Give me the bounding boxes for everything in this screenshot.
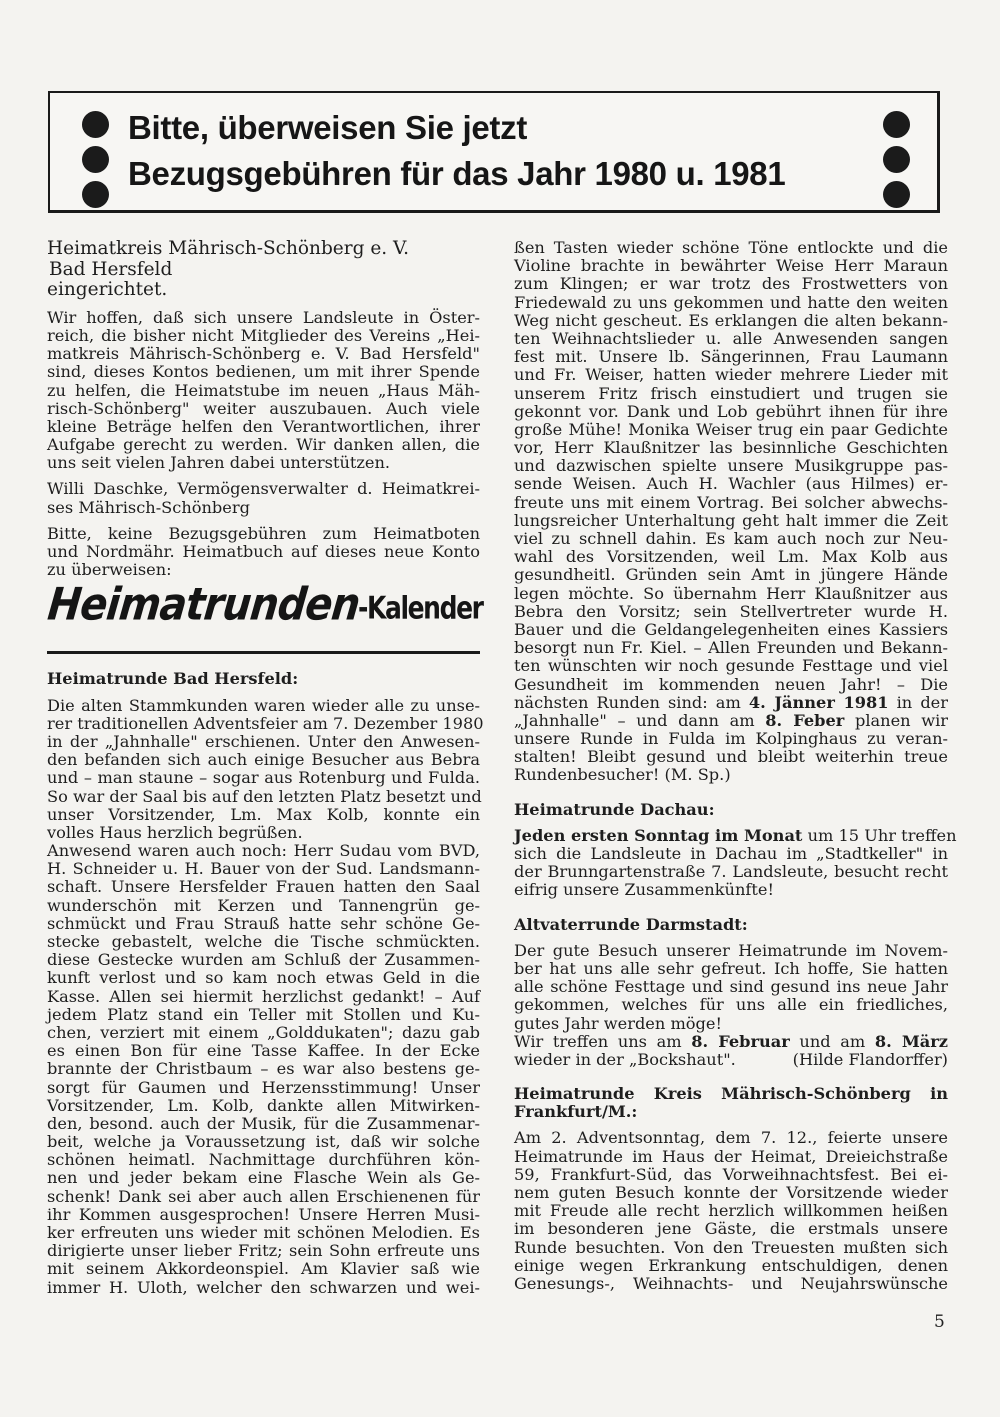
bullet-dot-icon	[82, 146, 109, 173]
darmstadt-author: (Hilde Flandorffer)	[792, 1049, 948, 1069]
calendar-section-title	[45, 579, 483, 647]
text-line: ten Weihnachtslieder u. alle Anwesenden sangen	[514, 328, 948, 348]
text-line: Genesungs-, Weihnachts- und Neujahrswünsche	[514, 1273, 948, 1293]
text-line: risch-Schönberg" weiter auszubauen. Auch viele	[47, 398, 480, 418]
text-line: Willi Daschke, Vermögensverwalter d. Heimatkrei-	[47, 479, 480, 499]
page-number: 5	[934, 1312, 945, 1332]
bullet-column-left	[82, 111, 110, 216]
text-line: Bitte, keine Bezugsgebühren zum Heimatboten	[47, 523, 480, 543]
text-line: ses Mährisch-Schönberg	[47, 497, 250, 517]
text-line: zu helfen, die Heimatstube im neuen „Haus Mäh-	[47, 380, 480, 400]
calendar-title-suffix: -Kalender	[358, 590, 483, 627]
text-line: nem guten Besuch konnte der Vorsitzende wieder	[514, 1183, 948, 1202]
text-line: ßen Tasten wieder schöne Töne entlockte und die	[514, 238, 948, 257]
text-line: Bebra den Vorsitz; sein Stellvertreter wurde H.	[514, 601, 948, 621]
section-heading-darmstadt: Altvaterrunde Darmstadt:	[514, 914, 748, 934]
text-line: gesundheitl. Gründen sein Amt in jüngere Hände	[514, 565, 948, 585]
donation-appeal-paragraph	[47, 309, 480, 473]
text-line: vor, Herr Klaußnitzer las besinnliche Geschichten	[514, 438, 948, 458]
text-line: beit, welche ja Voraussetzung ist, daß wir solche	[47, 1132, 480, 1152]
text-line: mit Freude alle recht herzlich willkommen heißen	[514, 1201, 948, 1221]
bullet-column-right	[883, 111, 911, 216]
text-line: ten wünschten wir noch gesunde Festtage und viel	[514, 656, 948, 676]
banner-line-2: Bezugsgebühren für das Jahr 1980 u. 1981	[128, 155, 786, 192]
text-line: 59, Frankfurt-Süd, das Vorweihnachtsfest. Bei ei-	[514, 1164, 948, 1184]
bullet-dot-icon	[82, 111, 109, 138]
text-line: matkreis Mährisch-Schönberg e. V. Bad Hersfeld"	[47, 344, 480, 364]
text-line: reich, die bisher nicht Mitglieder des Vereins „Hei-	[47, 325, 480, 345]
text-line: H. Schneider u. H. Bauer von der Sud. Landsmann-	[47, 859, 480, 879]
text-line: große Mühe! Monika Weiser trug ein paar Gedichte	[514, 419, 948, 439]
right-column	[514, 238, 957, 1293]
text-line: Violine brachte in bewährter Weise Herr Maraun	[514, 256, 948, 276]
dachau-text	[514, 845, 948, 900]
section-heading-bad-hersfeld: Heimatrunde Bad Hersfeld:	[47, 669, 299, 689]
text-line: diese Gestecke wurden am Schluß der Zusammen-	[47, 950, 480, 970]
text-line: Der gute Besuch unserer Heimatrunde im Novem-	[514, 940, 948, 960]
text-line: in der „Jahnhalle" erschienen. Unter den Anwesen-	[47, 731, 480, 751]
section-heading-frankfurt-line2: Frankfurt/M.:	[514, 1102, 638, 1122]
text-line: nen und jeder bekam eine Flasche Wein als Ge-	[47, 1168, 480, 1188]
text-line: der Brunngartenstraße 7. Landsleute, besucht recht	[514, 862, 948, 882]
text-line: Aufgabe gerecht zu werden. Wir danken allen, die	[47, 435, 480, 455]
next-dates-line: „Jahnhalle" – und dann am 8. Feber planen wir	[514, 710, 949, 730]
text-line: alle schöne Festtage und sind gesund ins neue Jahr	[514, 977, 948, 997]
text-line: brannte der Christbaum – es war also bestens ge-	[47, 1059, 480, 1079]
text-line: unser Vorsitzender, Lm. Max Kolb, konnte ein	[47, 804, 480, 824]
text-line: zum Klingen; er war trotz des Frostwetters von	[514, 274, 948, 294]
text-line: schmückt und Frau Strauß hatte sehr schöne Ge-	[47, 913, 480, 933]
text-line: lungsreicher Unterhaltung geht halt immer die Zeit	[514, 510, 948, 530]
signature-paragraph	[47, 480, 480, 516]
text-line: sich die Landsleute in Dachau im „Stadtkeller" in	[514, 844, 948, 863]
text-line: und – man staune – sogar aus Rotenburg und Fulda.	[47, 768, 480, 788]
text-line: einige wegen Erkrankung entschuldigen, denen	[514, 1255, 948, 1275]
dachau-first-line: Jeden ersten Sonntag im Monat um 15 Uhr treffen	[514, 825, 957, 845]
text-line: zu überweisen:	[47, 560, 172, 580]
text-line: wunderschön mit Kerzen und Tannengrün ge-	[47, 895, 480, 915]
bullet-dot-icon	[883, 146, 910, 173]
text-line: schaft. Unsere Hersfelder Frauen hatten den Saal	[47, 877, 480, 897]
darmstadt-meet-line: Wir treffen uns am 8. Februar und am 8. März	[514, 1031, 948, 1051]
date-jaenner: 4. Jänner 1981	[748, 692, 889, 712]
date-februar: 8. Februar	[691, 1031, 790, 1051]
bullet-dot-icon	[82, 181, 109, 208]
text-line: Rundenbesucher! (M. Sp.)	[514, 765, 731, 785]
text-line: sende Weisen. Auch H. Wachler (aus Hilmes) er-	[514, 474, 948, 494]
text-line: ker erfreuten uns wieder mit schönen Melodien. Es	[47, 1223, 480, 1243]
text-line: gekommen, welches für uns alle ein friedliches,	[514, 995, 948, 1015]
text-line: ber hat uns alle sehr gefreut. Ich hoffe, Sie hatten	[514, 958, 948, 978]
bad-hersfeld-report	[47, 695, 484, 1297]
text-line: besorgt nun Fr. Kiel. – Allen Freunden und Bekann-	[514, 638, 948, 658]
text-line: Wir hoffen, daß sich unsere Landsleute in Öster-	[47, 307, 480, 327]
account-holder-address	[47, 239, 480, 301]
text-line: stecke gebastelt, welche die Tische schmückten.	[47, 932, 480, 952]
text-line: eifrig unsere Zusammenkünfte!	[514, 880, 774, 900]
text-line: Heimatrunde im Haus der Heimat, Dreieichstraße	[514, 1146, 948, 1166]
date-maerz: 8. März	[874, 1031, 948, 1051]
text-line: sorgt für Gaumen und Herzensstimmung! Unser	[47, 1077, 480, 1097]
text-line: den, besond. auch der Musik, für die Zusammenar-	[47, 1113, 480, 1133]
left-column	[45, 238, 484, 1297]
bullet-dot-icon	[883, 111, 910, 138]
text-line: Runde besuchten. Von den Treuesten mußten sich	[514, 1237, 948, 1257]
text-line: kleine Beträge helfen den Verantwortlichen, ihrer	[47, 416, 480, 436]
darmstadt-text	[514, 942, 948, 1033]
address-line: Bad Hersfeld	[49, 258, 173, 280]
text-line: legen möchte. So übernahm Herr Klaußnitzer aus	[514, 583, 948, 603]
address-line: Heimatkreis Mährisch-Schönberg e. V.	[47, 238, 410, 259]
text-line: gutes Jahr werden möge!	[514, 1013, 723, 1033]
banner-line-1: Bitte, überweisen Sie jetzt	[128, 109, 528, 146]
text-line: immer H. Uloth, welcher den schwarzen und wei-	[47, 1277, 480, 1297]
text-line: schenk! Dank sei aber auch allen Erschienenen für	[47, 1186, 480, 1206]
text-line: unsere Runde in Fulda im Kolpinghaus zu veran-	[514, 729, 948, 749]
text-line: Anwesend waren auch noch: Herr Sudau vom BVD,	[47, 841, 480, 861]
text-line: kunft verlost und so kam noch etwas Geld in die	[47, 968, 480, 988]
text-line: volles Haus herzlich begrüßen.	[47, 822, 303, 842]
text-line: viel zu schnell dahin. Es kam auch noch zur Neu-	[514, 529, 948, 548]
payment-reminder-box	[48, 91, 940, 213]
text-line: So war der Saal bis auf den letzten Platz besetzt und	[47, 786, 482, 806]
next-dates-line: nächsten Runden sind: am 4. Jänner 1981 in der	[514, 692, 948, 712]
bad-hersfeld-closing	[514, 730, 948, 785]
text-line: stalten! Bleibt gesund und bleibt weiterhin treue	[514, 747, 948, 767]
text-line: Weg nicht gescheut. Es erklangen die alten bekann-	[514, 310, 948, 330]
text-line: im besonderen jene Gäste, die erstmals unsere	[514, 1219, 948, 1239]
address-line: eingerichtet.	[47, 279, 168, 301]
text-line: Bauer und die Geldangelegenheiten eines Kassiers	[514, 619, 948, 639]
text-line: Friedewald zu uns gekommen und hatte den weiten	[514, 292, 948, 312]
text-line: chen, verziert mit einem „Golddukaten"; dazu gab	[47, 1022, 480, 1042]
text-line: unserem Fritz frisch einstudiert und trugen sie	[514, 383, 948, 403]
text-line: wahl des Vorsitzenden, weil Lm. Max Kolb aus	[514, 547, 948, 567]
text-line: freute uns mit einem Vortrag. Bei solcher abwechs-	[514, 492, 948, 512]
text-line: Die alten Stammkunden waren wieder alle zu unse-	[47, 695, 480, 715]
text-line: Am 2. Adventsonntag, dem 7. 12., feierte unsere	[514, 1128, 948, 1148]
section-heading-dachau: Heimatrunde Dachau:	[514, 799, 715, 819]
text-line: jedem Platz stand ein Teller mit Stollen und Ku-	[47, 1004, 480, 1024]
bullet-dot-icon	[883, 181, 910, 208]
payment-notice-paragraph	[47, 525, 480, 580]
text-line: den befanden sich auch einige Besucher aus Bebra	[47, 750, 480, 770]
bad-hersfeld-report-continued	[514, 239, 948, 694]
text-line: es einen Bon für eine Tasse Kaffee. In der Ecke	[47, 1041, 480, 1061]
text-line: dirigierte unser lieber Fritz; sein Sohn erfreute uns	[47, 1241, 480, 1261]
calendar-title-script: Heimatrunden	[45, 579, 362, 632]
text-line: rer traditionellen Adventsfeier am 7. Dezember 1980	[47, 713, 484, 733]
text-line: und Fr. Weiser, hatten wieder mehrere Lieder mit	[514, 365, 948, 385]
text-line: und dazwischen spielte unsere Musikgruppe pas-	[514, 456, 948, 476]
text-line: mit seinem Akkordeonspiel. Am Klavier saß wie	[47, 1259, 480, 1279]
text-line: und Nordmähr. Heimatbuch auf dieses neue Konto	[47, 542, 480, 562]
text-line: Vorsitzender, Lm. Kolb, dankte allen Mitwirken-	[47, 1095, 480, 1115]
text-line: schönen heimatl. Nachmittage durchführen kön-	[47, 1150, 480, 1170]
text-line: ihr Kommen ausgesprochen! Unsere Herren Musi-	[47, 1204, 480, 1224]
text-line: Gesundheit im kommenden neuen Jahr! – Die	[514, 674, 948, 694]
date-feber: 8. Feber	[765, 710, 845, 730]
text-line: fest mit. Unsere lb. Sängerinnen, Frau Laumann	[514, 347, 948, 367]
frankfurt-text	[514, 1129, 948, 1293]
darmstadt-venue-line: wieder in der „Bockshaut". (Hilde Flandorffer)	[514, 1049, 948, 1069]
section-heading-frankfurt: Heimatrunde Kreis Mährisch-Schönberg in	[514, 1084, 948, 1104]
text-line: uns seit vielen Jahren dabei unterstützen.	[47, 453, 391, 473]
text-line: gekonnt vor. Dank und Lob gebührt ihnen für ihre	[514, 401, 948, 421]
text-line: Kasse. Allen sei hiermit herzlichst gedankt! – Auf	[47, 986, 480, 1006]
text-line: sind, dieses Kontos bedienen, um mit ihrer Spende	[47, 362, 480, 382]
